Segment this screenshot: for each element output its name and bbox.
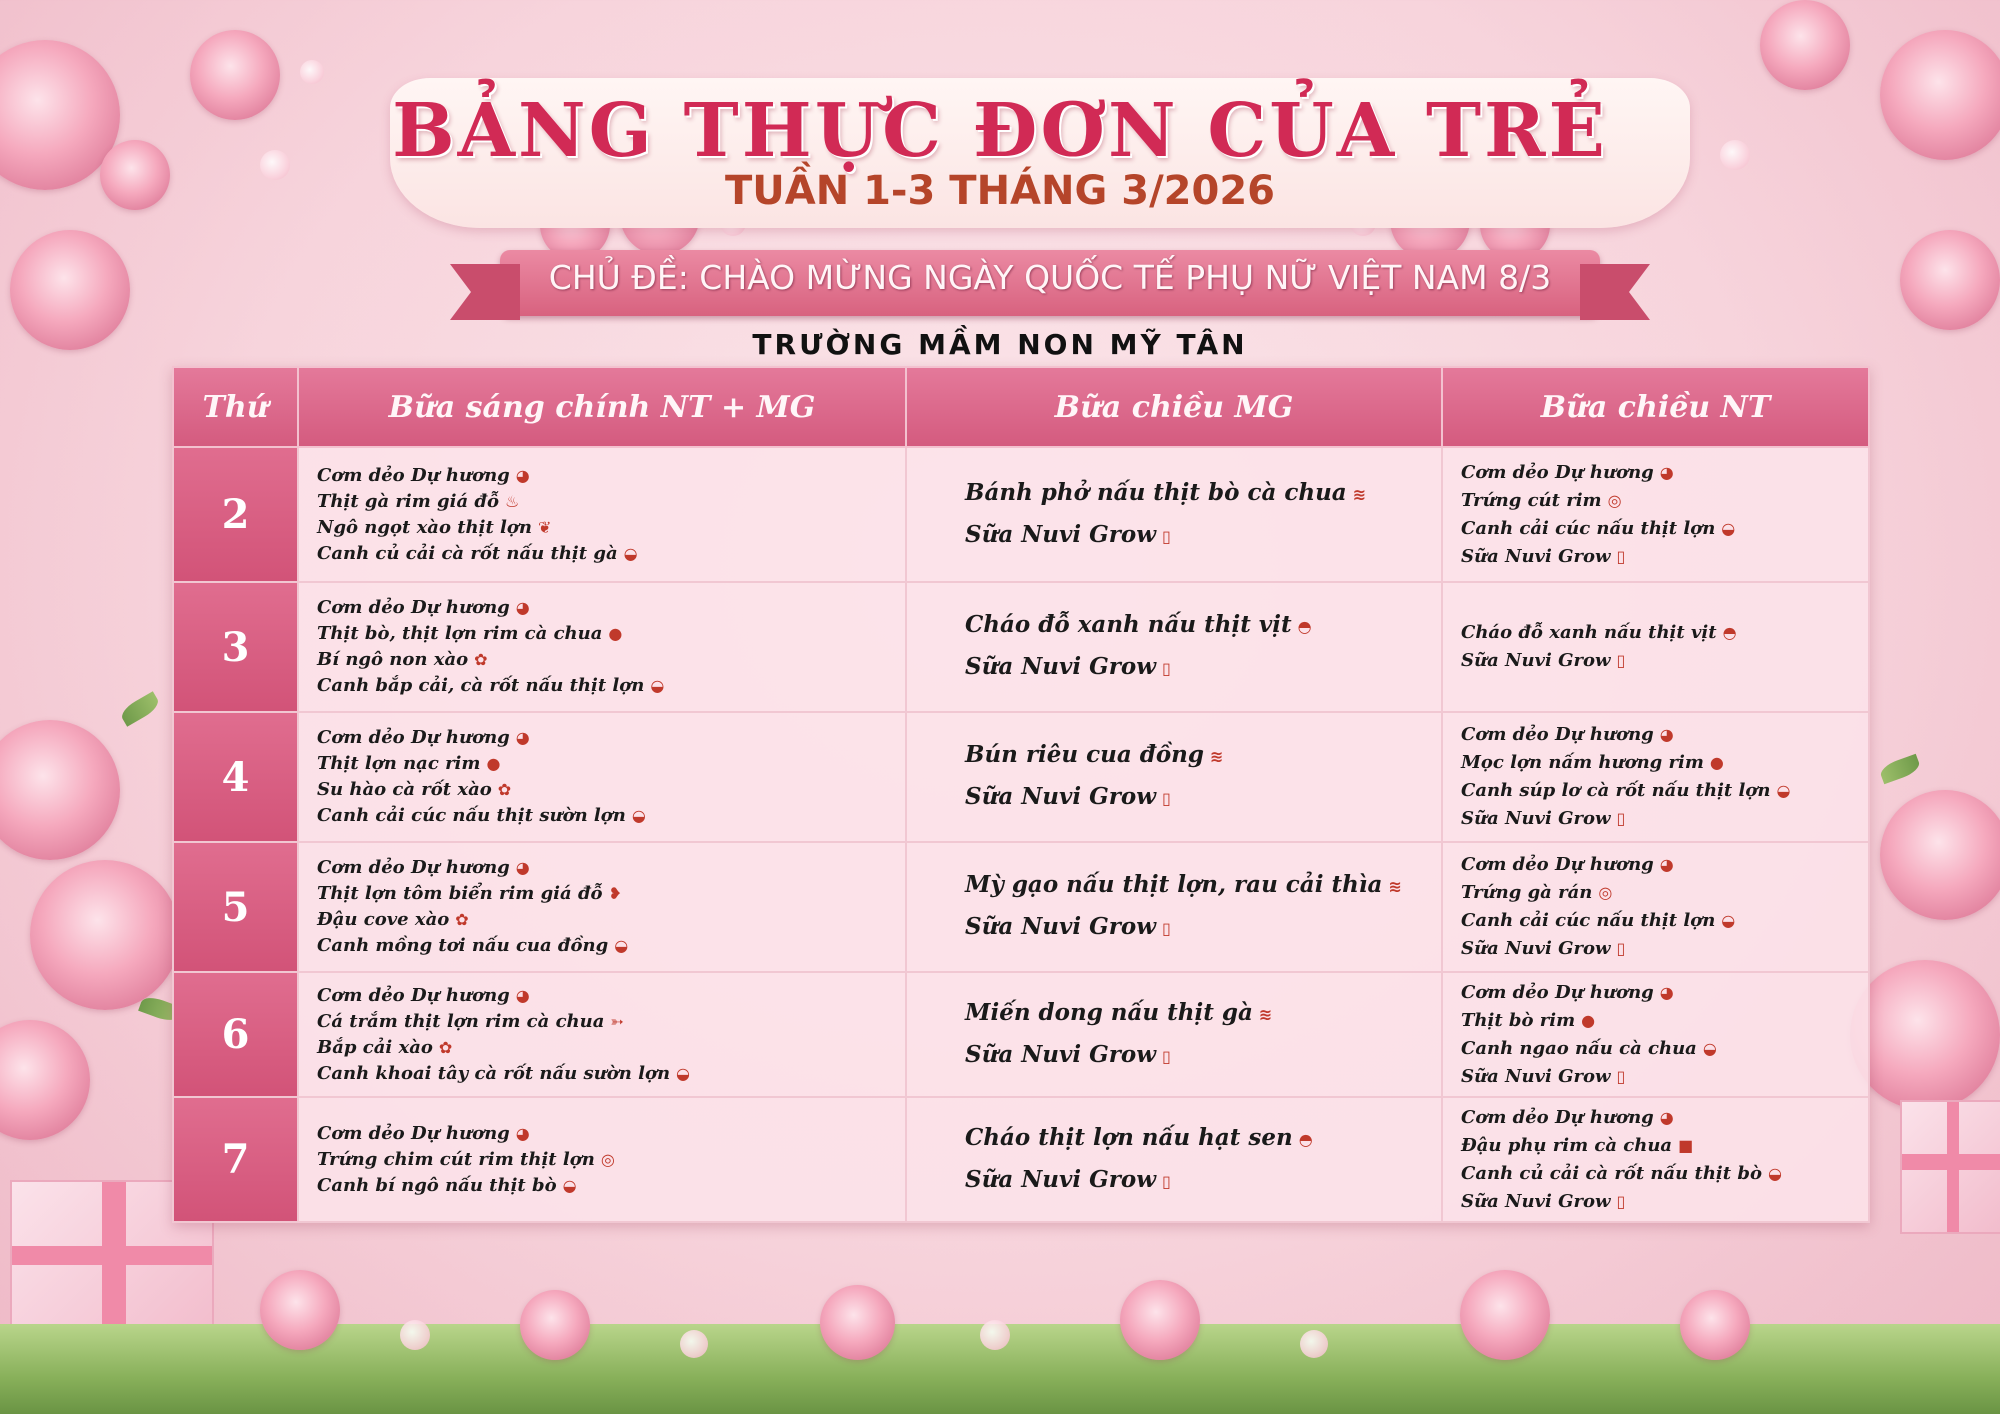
meat-icon: ●	[1709, 753, 1724, 772]
rice-bowl-icon: ◕	[515, 858, 530, 877]
menu-item	[1461, 1063, 1852, 1091]
menu-item-text: Cơm dẻo Dự hương	[317, 464, 510, 486]
menu-item	[1461, 515, 1852, 543]
menu-item-text: Canh cải cúc nấu thịt sườn lợn	[317, 805, 626, 826]
menu-item-text: Cơm dẻo Dự hương	[317, 727, 510, 748]
menu-item	[925, 735, 1425, 777]
menu-item	[1461, 1104, 1852, 1132]
menu-item	[317, 1173, 889, 1199]
milk-glass-icon: ▯	[1616, 546, 1626, 566]
menu-item	[925, 777, 1425, 819]
menu-item	[1461, 1035, 1852, 1063]
chicken-leg-icon: ♨	[505, 491, 520, 511]
header-day: Thứ	[173, 367, 298, 447]
menu-item-text: Cơm dẻo Dự hương	[317, 597, 510, 618]
menu-item-text: Bắp cải xào	[317, 1036, 433, 1058]
menu-item	[925, 1118, 1425, 1160]
page-subtitle: TUẦN 1-3 THÁNG 3/2026	[724, 168, 1276, 214]
menu-item-text: Cơm dẻo Dự hương	[317, 857, 510, 878]
day-cell: 5	[173, 842, 298, 972]
menu-item	[925, 865, 1425, 907]
rice-bowl-icon: ◕	[1659, 1107, 1674, 1127]
meat-icon: ●	[608, 624, 623, 643]
menu-item	[317, 673, 889, 699]
menu-item-text: Sữa Nuvi Grow	[1461, 650, 1611, 671]
noodle-bowl-icon: ≋	[1209, 747, 1224, 766]
menu-item	[1461, 805, 1852, 833]
noodle-bowl-icon: ≋	[1352, 484, 1367, 504]
egg-icon: ◎	[600, 1149, 615, 1169]
shrimp-icon: ❥	[608, 884, 622, 903]
menu-item-text: Su hào cà rốt xào	[317, 779, 492, 800]
soup-bowl-icon: ◒	[1721, 518, 1736, 538]
afternoon-mg-cell	[906, 582, 1442, 712]
menu-item	[925, 605, 1425, 647]
menu-item	[1461, 749, 1852, 777]
milk-glass-icon: ▯	[1162, 1171, 1171, 1191]
table-row	[173, 712, 1869, 842]
porridge-bowl-icon: ◓	[1297, 617, 1312, 636]
menu-item-text: Thịt bò rim	[1461, 1009, 1576, 1031]
menu-item	[317, 647, 889, 673]
milk-glass-icon: ▯	[1616, 1191, 1626, 1211]
egg-icon: ◎	[1598, 883, 1613, 902]
milk-glass-icon: ▯	[1162, 659, 1171, 678]
menu-item	[925, 907, 1425, 949]
menu-item	[317, 515, 889, 541]
menu-item	[317, 463, 889, 489]
menu-item-text: Ngô ngọt xào thịt lợn	[317, 516, 532, 538]
menu-item	[317, 855, 889, 881]
menu-item-text: Cơm dẻo Dự hương	[1461, 1106, 1654, 1128]
menu-item-text: Sữa Nuvi Grow	[965, 1040, 1156, 1068]
rice-bowl-icon: ◕	[1659, 855, 1674, 874]
menu-item-text: Thịt bò, thịt lợn rim cà chua	[317, 623, 603, 644]
theme-text: CHỦ ĐỀ: CHÀO MỪNG NGÀY QUỐC TẾ PHỤ NỮ VIỆT NAM 8/3	[548, 258, 1552, 297]
menu-item-text: Canh ngao nấu cà chua	[1461, 1037, 1697, 1059]
milk-glass-icon: ▯	[1162, 1046, 1171, 1066]
soup-bowl-icon: ◒	[1776, 781, 1791, 800]
menu-item-text: Miến dong nấu thịt gà	[965, 998, 1253, 1026]
menu-item-text: Sữa Nuvi Grow	[965, 913, 1156, 940]
table-row	[173, 972, 1869, 1097]
milk-glass-icon: ▯	[1162, 919, 1171, 938]
menu-item	[1461, 543, 1852, 571]
breakfast-cell	[298, 582, 906, 712]
menu-item	[317, 1147, 889, 1173]
table-row	[173, 1097, 1869, 1222]
header-afternoon-mg: Bữa chiều MG	[906, 367, 1442, 447]
table-header-row	[173, 367, 1869, 447]
menu-item-text: Cơm dẻo Dự hương	[317, 984, 510, 1006]
afternoon-nt-cell	[1442, 842, 1869, 972]
menu-item	[1461, 1160, 1852, 1188]
table-row	[173, 582, 1869, 712]
menu-item	[1461, 1132, 1852, 1160]
menu-item	[1461, 647, 1852, 675]
soup-bowl-icon: ◒	[614, 936, 629, 955]
menu-item	[925, 647, 1425, 689]
afternoon-nt-cell	[1442, 972, 1869, 1097]
menu-item-text: Cơm dẻo Dự hương	[1461, 461, 1654, 483]
menu-item	[1461, 1007, 1852, 1035]
menu-item	[1461, 619, 1852, 647]
menu-item-text: Mọc lợn nấm hương rim	[1461, 752, 1704, 773]
menu-item-text: Cơm dẻo Dự hương	[317, 1122, 510, 1144]
school-name: TRƯỜNG MẦM NON MỸ TÂN	[752, 328, 1248, 361]
menu-item	[317, 933, 889, 959]
menu-item-text: Canh súp lơ cà rốt nấu thịt lợn	[1461, 780, 1771, 801]
fish-icon: ➳	[610, 1011, 624, 1031]
soup-bowl-icon: ◒	[676, 1063, 691, 1083]
menu-item-text: Cháo thịt lợn nấu hạt sen	[965, 1123, 1293, 1151]
soup-bowl-icon: ◒	[631, 806, 646, 825]
table-row	[173, 447, 1869, 582]
breakfast-cell	[298, 1097, 906, 1222]
menu-item	[317, 621, 889, 647]
menu-item	[317, 1009, 889, 1035]
day-cell: 2	[173, 447, 298, 582]
menu-item-text: Canh khoai tây cà rốt nấu sườn lợn	[317, 1062, 671, 1084]
menu-item	[925, 515, 1425, 557]
menu-item-text: Đậu phụ rim cà chua	[1461, 1134, 1673, 1156]
menu-table	[172, 366, 1870, 1223]
menu-item	[317, 1061, 889, 1087]
afternoon-mg-cell	[906, 842, 1442, 972]
menu-item-text: Sữa Nuvi Grow	[965, 783, 1156, 810]
salad-icon: ✿	[455, 910, 469, 929]
meat-icon: ●	[1581, 1010, 1596, 1030]
afternoon-mg-cell	[906, 972, 1442, 1097]
salad-icon: ✿	[438, 1037, 453, 1057]
menu-item-text: Cơm dẻo Dự hương	[1461, 981, 1654, 1003]
menu-item	[1461, 851, 1852, 879]
menu-item	[1461, 721, 1852, 749]
menu-item-text: Sữa Nuvi Grow	[1461, 1190, 1611, 1212]
menu-item-text: Canh mồng tơi nấu cua đồng	[317, 935, 609, 956]
rice-bowl-icon: ◕	[515, 1123, 530, 1143]
afternoon-nt-cell	[1442, 582, 1869, 712]
menu-item-text: Sữa Nuvi Grow	[1461, 545, 1611, 567]
soup-bowl-icon: ◒	[623, 543, 638, 563]
afternoon-mg-cell	[906, 1097, 1442, 1222]
menu-item	[1461, 459, 1852, 487]
day-cell: 3	[173, 582, 298, 712]
menu-item-text: Thịt lợn nạc rim	[317, 753, 481, 774]
menu-item-text: Canh cải cúc nấu thịt lợn	[1461, 910, 1716, 931]
menu-item	[317, 541, 889, 567]
menu-item-text: Canh cải cúc nấu thịt lợn	[1461, 517, 1716, 539]
menu-item-text: Canh bắp cải, cà rốt nấu thịt lợn	[317, 675, 645, 696]
menu-item-text: Bánh phở nấu thịt bò cà chua	[965, 478, 1347, 506]
menu-item-text: Sữa Nuvi Grow	[1461, 808, 1611, 829]
soup-bowl-icon: ◒	[650, 676, 665, 695]
menu-item-text: Sữa Nuvi Grow	[965, 653, 1156, 680]
menu-item-text: Sữa Nuvi Grow	[965, 520, 1156, 548]
rice-bowl-icon: ◕	[1659, 982, 1674, 1002]
noodle-bowl-icon: ≋	[1258, 1004, 1273, 1024]
porridge-bowl-icon: ◓	[1298, 1129, 1313, 1149]
milk-glass-icon: ▯	[1616, 939, 1626, 958]
day-cell: 6	[173, 972, 298, 1097]
menu-item-text: Trứng gà rán	[1461, 882, 1593, 903]
menu-item-text: Cá trắm thịt lợn rim cà chua	[317, 1010, 605, 1032]
afternoon-nt-cell	[1442, 1097, 1869, 1222]
menu-item-text: Canh củ cải cà rốt nấu thịt bò	[1461, 1162, 1762, 1184]
salad-icon: ✿	[474, 650, 488, 669]
porridge-bowl-icon: ◓	[1722, 623, 1737, 642]
menu-item-text: Sữa Nuvi Grow	[965, 1165, 1156, 1193]
afternoon-mg-cell	[906, 447, 1442, 582]
menu-item	[1461, 487, 1852, 515]
rice-bowl-icon: ◕	[515, 985, 530, 1005]
menu-item	[1461, 907, 1852, 935]
menu-item	[925, 1035, 1425, 1077]
milk-glass-icon: ▯	[1616, 1066, 1626, 1086]
milk-glass-icon: ▯	[1616, 809, 1626, 828]
menu-item	[925, 1160, 1425, 1202]
rice-bowl-icon: ◕	[515, 728, 530, 747]
menu-item	[317, 725, 889, 751]
breakfast-cell	[298, 447, 906, 582]
menu-item-text: Cơm dẻo Dự hương	[1461, 724, 1654, 745]
afternoon-mg-cell	[906, 712, 1442, 842]
breakfast-cell	[298, 712, 906, 842]
breakfast-cell	[298, 842, 906, 972]
menu-item	[317, 751, 889, 777]
menu-item	[317, 595, 889, 621]
menu-item	[317, 803, 889, 829]
menu-item-text: Sữa Nuvi Grow	[1461, 1065, 1611, 1087]
menu-item-text: Canh bí ngô nấu thịt bò	[317, 1174, 557, 1196]
menu-item	[925, 993, 1425, 1035]
milk-glass-icon: ▯	[1162, 789, 1171, 808]
menu-item-text: Cháo đỗ xanh nấu thịt vịt	[965, 611, 1292, 638]
afternoon-nt-cell	[1442, 712, 1869, 842]
breakfast-cell	[298, 972, 906, 1097]
menu-item-text: Trứng cút rim	[1461, 489, 1602, 511]
menu-item	[1461, 879, 1852, 907]
menu-item-text: Cháo đỗ xanh nấu thịt vịt	[1461, 622, 1717, 643]
menu-item-text: Bún riêu cua đồng	[965, 741, 1204, 768]
tofu-icon: ■	[1678, 1135, 1694, 1155]
day-cell: 4	[173, 712, 298, 842]
menu-item-text: Mỳ gạo nấu thịt lợn, rau cải thìa	[965, 871, 1383, 898]
menu-item-text: Thịt gà rim giá đỗ	[317, 490, 499, 512]
menu-item	[1461, 935, 1852, 963]
menu-item	[317, 1121, 889, 1147]
menu-item	[317, 777, 889, 803]
menu-item	[317, 983, 889, 1009]
menu-item	[317, 1035, 889, 1061]
table-row	[173, 842, 1869, 972]
header-afternoon-nt: Bữa chiều NT	[1442, 367, 1869, 447]
menu-item	[317, 489, 889, 515]
milk-glass-icon: ▯	[1616, 651, 1626, 670]
header-breakfast: Bữa sáng chính NT + MG	[298, 367, 906, 447]
menu-item-text: Đậu cove xào	[317, 909, 450, 930]
rice-bowl-icon: ◕	[515, 598, 530, 617]
menu-item-text: Cơm dẻo Dự hương	[1461, 854, 1654, 875]
soup-bowl-icon: ◒	[1767, 1163, 1782, 1183]
menu-item-text: Sữa Nuvi Grow	[1461, 938, 1611, 959]
menu-item	[1461, 1188, 1852, 1216]
menu-item	[1461, 777, 1852, 805]
day-cell: 7	[173, 1097, 298, 1222]
menu-item	[1461, 979, 1852, 1007]
menu-item-text: Bí ngô non xào	[317, 649, 469, 670]
soup-bowl-icon: ◒	[1721, 911, 1736, 930]
milk-glass-icon: ▯	[1162, 526, 1171, 546]
rice-bowl-icon: ◕	[515, 465, 530, 485]
soup-bowl-icon: ◒	[562, 1175, 577, 1195]
soup-bowl-icon: ◒	[1702, 1038, 1717, 1058]
menu-item	[925, 473, 1425, 515]
afternoon-nt-cell	[1442, 447, 1869, 582]
rice-bowl-icon: ◕	[1659, 725, 1674, 744]
menu-item-text: Canh củ cải cà rốt nấu thịt gà	[317, 542, 618, 564]
menu-item	[317, 907, 889, 933]
rice-bowl-icon: ◕	[1659, 462, 1674, 482]
noodle-bowl-icon: ≋	[1388, 877, 1402, 896]
menu-item-text: Thịt lợn tôm biển rim giá đỗ	[317, 883, 603, 904]
corn-icon: ❦	[538, 517, 552, 537]
egg-icon: ◎	[1607, 490, 1622, 510]
menu-item	[317, 881, 889, 907]
menu-item-text: Trứng chim cút rim thịt lợn	[317, 1148, 595, 1170]
page-title: BẢNG THỰC ĐƠN CỦA TRẺ	[392, 88, 1608, 174]
salad-icon: ✿	[497, 780, 512, 799]
meat-icon: ●	[486, 754, 501, 773]
